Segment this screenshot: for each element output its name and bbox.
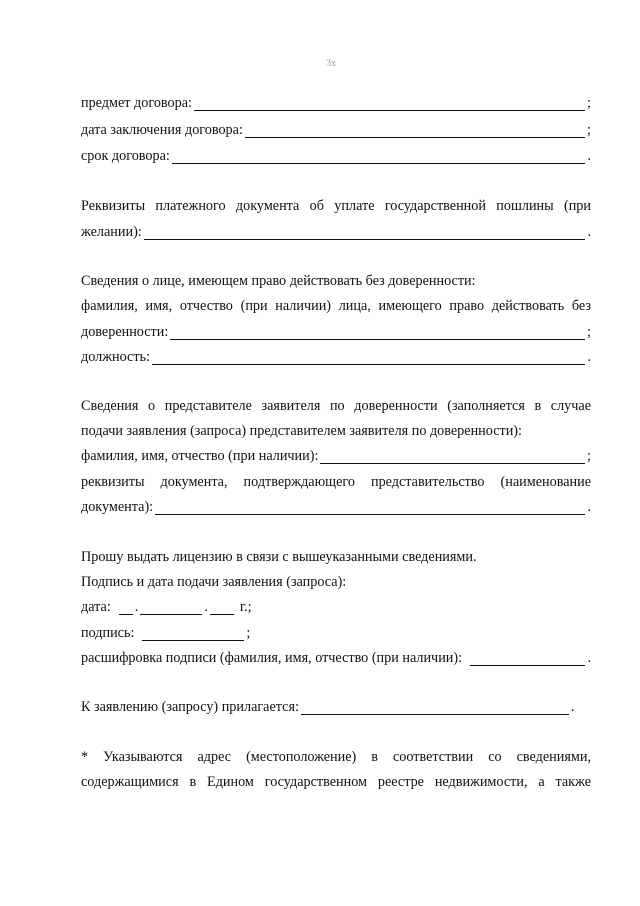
rep-line1-row xyxy=(81,396,591,416)
date-month-field[interactable] xyxy=(140,600,202,615)
no-poa-position-field[interactable] xyxy=(152,350,585,365)
no-poa-fio-text: фамилия, имя, отчество (при наличии) лица, имеющего право действовать без xyxy=(81,298,591,314)
semicolon: ; xyxy=(587,448,591,464)
sign-date-label: дата: xyxy=(81,599,111,615)
signature-field[interactable] xyxy=(142,626,244,641)
contract-subject-field[interactable] xyxy=(194,96,585,111)
no-poa-fio-field[interactable] xyxy=(170,325,585,340)
period: . xyxy=(587,349,591,365)
semicolon: ; xyxy=(246,625,251,641)
rep-text-2: подачи заявления (запроса) представителем заявителя по доверенности): xyxy=(81,423,522,439)
rep-fio-field[interactable] xyxy=(320,449,585,464)
rep-doc-label: документа): xyxy=(81,499,154,515)
no-poa-heading: Сведения о лице, имеющем право действовать без доверенности: xyxy=(81,273,476,289)
no-poa-fio-label: доверенности: xyxy=(81,324,169,340)
contract-term-field[interactable] xyxy=(172,149,586,164)
payment-line1-row xyxy=(81,196,591,216)
no-poa-position-label: должность: xyxy=(81,349,150,365)
no-poa-fio-line1-row xyxy=(81,296,591,316)
date-day-field[interactable] xyxy=(119,600,133,615)
contract-term-row xyxy=(81,146,591,166)
rep-doc-line2-row xyxy=(81,497,591,517)
rep-fio-label: фамилия, имя, отчество (при наличии): xyxy=(81,448,319,464)
contract-date-label: дата заключения договора: xyxy=(81,122,243,138)
request-row xyxy=(81,547,591,567)
decode-label: расшифровка подписи (фамилия, имя, отчество (при наличии): xyxy=(81,650,463,666)
footnote-line1-row xyxy=(81,747,591,767)
dot: . xyxy=(134,599,139,615)
sign-heading: Подпись и дата подачи заявления (запроса): xyxy=(81,574,347,590)
attachment-row xyxy=(81,697,591,717)
rep-doc-line1-row xyxy=(81,472,591,492)
rep-doc-field[interactable] xyxy=(155,500,585,515)
no-poa-position-row xyxy=(81,347,591,367)
rep-fio-row xyxy=(81,446,591,466)
contract-date-field[interactable] xyxy=(245,123,585,138)
dot: . xyxy=(204,599,208,615)
no-poa-heading-row xyxy=(81,271,591,291)
payment-field[interactable] xyxy=(144,225,586,240)
rep-line2-row xyxy=(81,421,591,441)
semicolon: ; xyxy=(587,95,591,111)
decode-field[interactable] xyxy=(470,651,585,666)
attachment-field[interactable] xyxy=(301,700,569,715)
contract-subject-label: предмет договора: xyxy=(81,95,192,111)
period: . xyxy=(587,650,591,666)
no-poa-fio-line2-row xyxy=(81,322,591,342)
semicolon: ; xyxy=(587,324,591,340)
payment-line2-row xyxy=(81,222,591,242)
semicolon: ; xyxy=(587,122,591,138)
request-text: Прошу выдать лицензию в связи с вышеуказанными сведениями. xyxy=(81,549,477,565)
year-suffix: г.; xyxy=(239,599,252,615)
decode-row xyxy=(81,648,591,668)
rep-doc-text: реквизиты документа, подтверждающего представительство (наименование xyxy=(81,474,591,490)
payment-label: желании): xyxy=(81,224,142,240)
footnote-line2-row xyxy=(81,772,591,792)
contract-date-row xyxy=(81,120,591,140)
sign-heading-row xyxy=(81,572,591,592)
attachment-label: К заявлению (запросу) прилагается: xyxy=(81,699,299,715)
signature-row xyxy=(81,623,591,643)
period: . xyxy=(587,499,591,515)
page-number: 3х xyxy=(326,58,336,69)
footnote-text-2: содержащимися в Едином государственном реестре недвижимости, а также xyxy=(81,774,591,790)
period: . xyxy=(570,699,575,715)
sign-date-row xyxy=(81,597,591,617)
contract-subject-row xyxy=(81,93,591,113)
date-year-field[interactable] xyxy=(210,600,234,615)
signature-label: подпись: xyxy=(81,625,135,641)
rep-text-1: Сведения о представителе заявителя по доверенности (заполняется в случае xyxy=(81,398,591,414)
footnote-text-1: * Указываются адрес (местоположение) в соответствии со сведениями, xyxy=(81,749,591,765)
payment-text: Реквизиты платежного документа об уплате государственной пошлины (при xyxy=(81,198,591,214)
period: . xyxy=(587,224,591,240)
period: . xyxy=(587,148,591,164)
contract-term-label: срок договора: xyxy=(81,148,170,164)
